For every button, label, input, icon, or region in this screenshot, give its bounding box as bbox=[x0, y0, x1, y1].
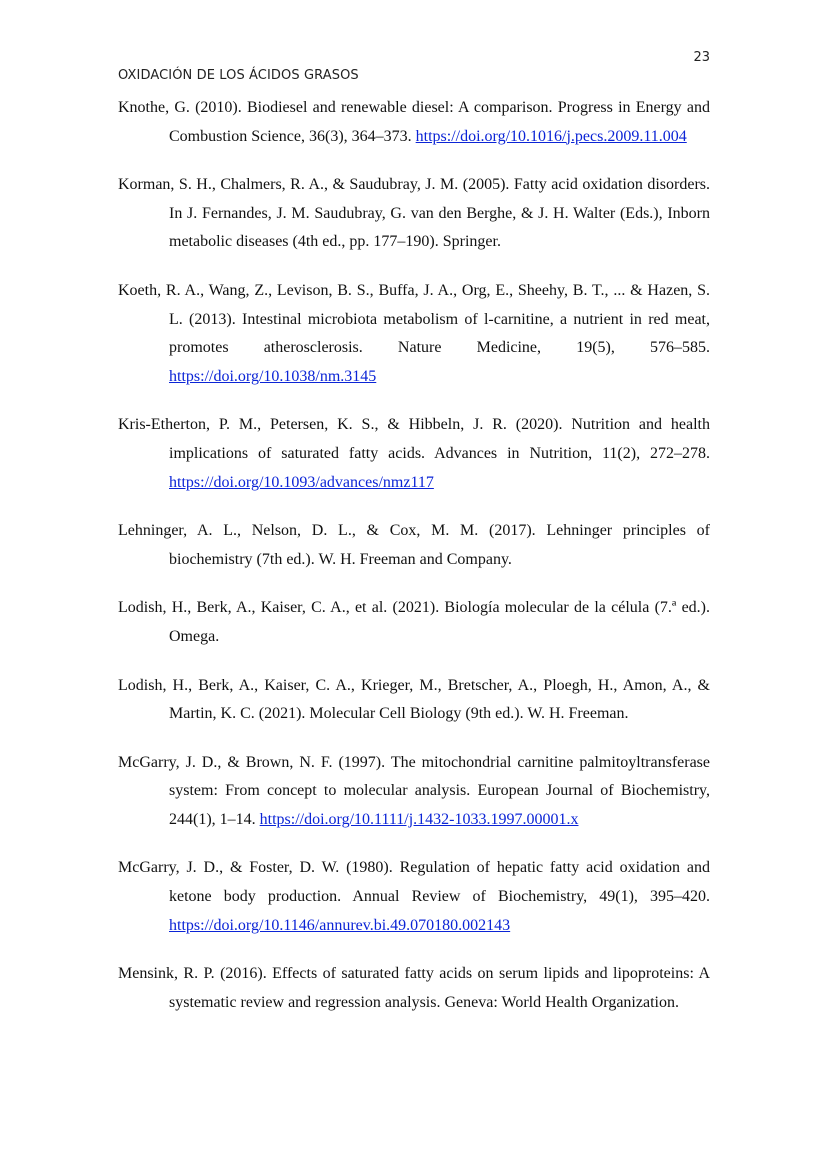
reference-text: Lehninger, A. L., Nelson, D. L., & Cox, M. M. (2017). Lehninger principles of biochemistry (7th ed.). W. H. Freeman and Company. bbox=[118, 522, 710, 568]
reference-text: Mensink, R. P. (2016). Effects of saturated fatty acids on serum lipids and lipoproteins: A systematic review and regression analysis. Geneva: World Health Organization. bbox=[118, 965, 710, 1011]
running-head: OXIDACIÓN DE LOS ÁCIDOS GRASOS bbox=[118, 68, 359, 83]
reference-link[interactable]: https://doi.org/10.1016/j.pecs.2009.11.004 bbox=[415, 127, 687, 145]
reference-link[interactable]: https://doi.org/10.1038/nm.3145 bbox=[169, 367, 377, 385]
reference-text: Korman, S. H., Chalmers, R. A., & Saudubray, J. M. (2005). Fatty acid oxidation disorders. In J. Fernandes, J. M. Saudubray, G. van den Berghe, & J. H. Walter (Eds.), Inborn metabolic diseases (4th ed., pp. 177–190). Springer. bbox=[118, 176, 710, 251]
reference-entry bbox=[118, 749, 710, 835]
reference-entry bbox=[118, 854, 710, 940]
reference-link[interactable]: https://doi.org/10.1146/annurev.bi.49.070180.002143 bbox=[169, 916, 511, 934]
reference-text: Lodish, H., Berk, A., Kaiser, C. A., et al. (2021). Biología molecular de la célula (7.ª ed.). Omega. bbox=[118, 599, 710, 645]
reference-text: Lodish, H., Berk, A., Kaiser, C. A., Krieger, M., Bretscher, A., Ploegh, H., Amon, A., & Martin, K. C. (2021). Molecular Cell Biology (9th ed.). W. H. Freeman. bbox=[118, 676, 710, 723]
reference-text: Knothe, G. (2010). Biodiesel and renewable diesel: A comparison. Progress in Energy and Combustion Science, 36(3), 364–373. bbox=[118, 99, 710, 145]
reference-text: McGarry, J. D., & Brown, N. F. (1997). The mitochondrial carnitine palmitoyltransferase system: From concept to molecular analysis. European Journal of Biochemistry, 244(1), 1–14. bbox=[118, 753, 710, 828]
reference-entry bbox=[118, 411, 710, 497]
reference-entry bbox=[118, 960, 710, 1017]
reference-text: Kris-Etherton, P. M., Petersen, K. S., & Hibbeln, J. R. (2020). Nutrition and health implications of saturated fatty acids. Advances in Nutrition, 11(2), 272–278. bbox=[118, 416, 710, 462]
page-number: 23 bbox=[693, 50, 710, 65]
reference-entry bbox=[118, 277, 710, 391]
reference-entry bbox=[118, 94, 710, 151]
reference-list bbox=[118, 94, 710, 1037]
reference-entry bbox=[118, 517, 710, 574]
reference-text: McGarry, J. D., & Foster, D. W. (1980). Regulation of hepatic fatty acid oxidation and ketone body production. Annual Review of Biochemistry, 49(1), 395–420. bbox=[118, 859, 710, 906]
reference-entry bbox=[118, 171, 710, 257]
reference-entry bbox=[118, 672, 710, 729]
reference-link[interactable]: https://doi.org/10.1111/j.1432-1033.1997.00001.x bbox=[259, 810, 579, 828]
reference-text: Koeth, R. A., Wang, Z., Levison, B. S., Buffa, J. A., Org, E., Sheehy, B. T., ... & Hazen, S. L. (2013). Intestinal microbiota metabolism of l-carnitine, a nutrient in red meat, promotes atherosclerosis. Nature Medicine, 19(5), 576–585. bbox=[118, 281, 710, 357]
reference-link[interactable]: https://doi.org/10.1093/advances/nmz117 bbox=[169, 473, 434, 491]
reference-entry bbox=[118, 594, 710, 651]
